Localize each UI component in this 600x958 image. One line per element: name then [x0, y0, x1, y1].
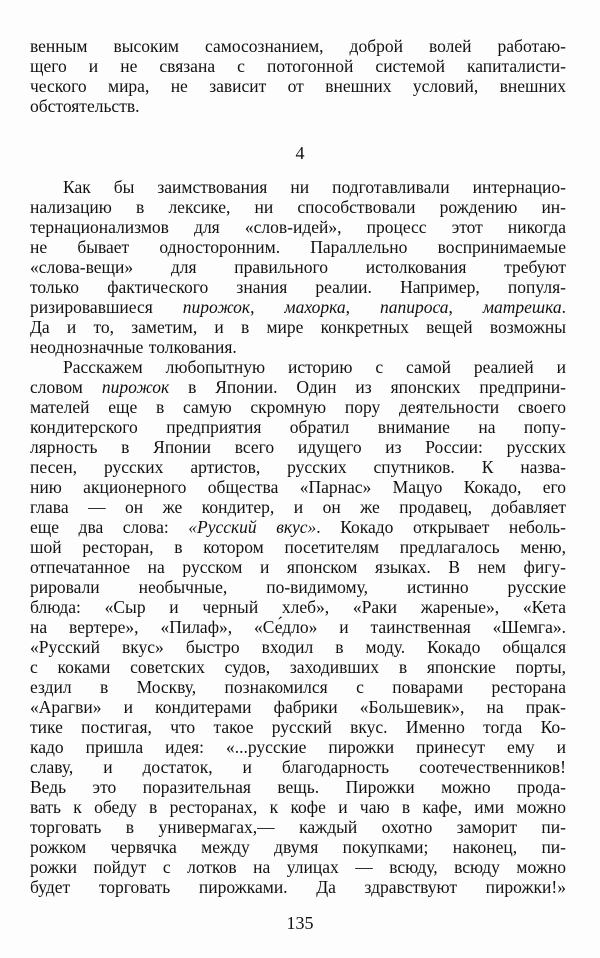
text-segment: еще два слова: [30, 517, 189, 537]
text-segment: песен, русских артистов, русских спутников. К назва- [30, 457, 566, 477]
italic-term: пирожок [101, 377, 170, 397]
text-segment: не бывает односторонним. Параллельно воспринимаемые [30, 237, 566, 257]
section-number: 4 [295, 143, 305, 163]
text-segment: будет торговать пирожками. Да здравствуют пирожки!» [30, 877, 566, 897]
text-line [30, 257, 566, 277]
text-segment: блюда: «Сыр и черный хлеб», «Раки жареные», «Кета [30, 597, 566, 617]
text-line [30, 437, 566, 457]
text-line [30, 697, 566, 717]
italic-term: пирожок [182, 297, 251, 317]
text-segment: кондитерского предприятия обратил внимание на попу- [30, 417, 566, 437]
text-line [30, 96, 566, 116]
text-segment: щего и не связана с потогонной системой капиталисти- [30, 56, 566, 76]
text-segment: , [448, 297, 483, 317]
text-segment: рировали необычные, по-видимому, истинно русские [30, 577, 566, 597]
text-line [30, 497, 566, 517]
text-line [30, 337, 566, 357]
text-segment: лярность в Японии всего идущего из России: русских [30, 437, 566, 457]
text-segment: «Русский вкус» быстро входил в моду. Кокадо общался [30, 637, 566, 657]
text-segment: только фактического знания реалии. Например, популя- [30, 277, 566, 297]
text-line [30, 397, 566, 417]
text-line [30, 357, 566, 377]
text-line [30, 297, 566, 317]
text-segment: славу, и достаток, и благодарность соотечественников! [30, 757, 566, 777]
text-line [30, 537, 566, 557]
text-line [30, 377, 566, 397]
text-line [30, 657, 566, 677]
text-segment: обстоятельств. [30, 96, 140, 116]
text-segment: , [250, 297, 285, 317]
text-segment: глава — он же кондитер, и он же продавец, добавляет [30, 497, 566, 517]
text-segment: шой ресторан, в котором посетителям предлагалось меню, [30, 537, 566, 557]
paragraph [30, 177, 566, 357]
text-line [30, 817, 566, 837]
text-segment: в Японии. Один из японских предприни- [169, 377, 566, 397]
page-number: 135 [286, 913, 314, 933]
text-line [30, 737, 566, 757]
text-line [30, 177, 566, 197]
text-segment: Да и то, заметим, и в мире конкретных вещей возможны [30, 317, 566, 337]
text-line [30, 557, 566, 577]
text-segment: ездил в Москву, познакомился с поварами ресторана [30, 677, 566, 697]
text-segment: нализацию в лексике, ни способствовали рождению ин- [30, 197, 566, 217]
text-segment: «Арагви» и кондитерами фабрики «Большевик», на прак- [30, 697, 566, 717]
text-segment: тике постигая, что такое русский вкус. Именно тогда Ко- [30, 717, 566, 737]
italic-term: «Русский вкус» [188, 517, 317, 537]
text-line [30, 417, 566, 437]
continued-paragraph [30, 36, 566, 116]
text-line [30, 717, 566, 737]
italic-term: махорка [284, 297, 346, 317]
text-segment: Как бы заимствования ни подготавливали интернацио- [63, 177, 566, 197]
paragraph [30, 36, 566, 116]
text-line [30, 877, 566, 897]
text-line [30, 797, 566, 817]
text-segment: кадо пришла идея: «...русские пирожки принесут ему и [30, 737, 566, 757]
text-line [30, 457, 566, 477]
text-segment: , [345, 297, 380, 317]
text-line [30, 217, 566, 237]
text-segment: неоднозначные толкования. [30, 337, 237, 357]
text-line [30, 56, 566, 76]
text-line [30, 597, 566, 617]
italic-term: папироса [379, 297, 449, 317]
text-line [30, 677, 566, 697]
text-segment: Ведь это поразительная вещь. Пирожки можно прода- [30, 777, 566, 797]
text-line [30, 577, 566, 597]
text-segment: ризировавшиеся [30, 297, 183, 317]
text-segment: торговать в универмагах,— каждый охотно заморит пи- [30, 817, 566, 837]
text-line [30, 857, 566, 877]
text-line [30, 617, 566, 637]
text-line [30, 237, 566, 257]
text-line [30, 477, 566, 497]
text-line [30, 757, 566, 777]
text-segment: Расскажем любопытную историю с самой реалией и [63, 357, 566, 377]
text-line [30, 317, 566, 337]
text-line [30, 197, 566, 217]
text-segment: отпечатанное на русском и японском языках. В нем фигу- [30, 557, 566, 577]
text-segment: . [561, 297, 567, 317]
text-line [30, 637, 566, 657]
text-segment: рожки пойдут с лотков на улицах — всюду, всюду можно [30, 857, 566, 877]
text-segment: мателей еще в самую скромную пору деятельности своего [30, 397, 566, 417]
text-segment: словом [30, 377, 102, 397]
text-segment: тернационализмов для «слов-идей», процесс этот никогда [30, 217, 566, 237]
paragraph [30, 357, 566, 897]
text-line [30, 277, 566, 297]
text-segment: . Кокадо открывает неболь- [316, 517, 566, 537]
text-segment: нию акционерного общества «Парнас» Мацуо Кокадо, его [30, 477, 566, 497]
section-body [30, 177, 566, 897]
text-line [30, 777, 566, 797]
text-segment: венным высоким самосознанием, доброй волей работаю- [30, 36, 566, 56]
italic-term: матрешка [482, 297, 562, 317]
text-segment: ческого мира, не зависит от внешних условий, внешних [30, 76, 566, 96]
text-line [30, 837, 566, 857]
text-segment: «слова-вещи» для правильного истолкования требуют [30, 257, 566, 277]
text-line [30, 76, 566, 96]
text-line [30, 36, 566, 56]
text-segment: рожком червячка между двумя покупками; наконец, пи- [30, 837, 566, 857]
text-segment: с коками советских судов, заходивших в японские порты, [30, 657, 566, 677]
text-line [30, 517, 566, 537]
text-segment: вать к обеду в ресторанах, к кофе и чаю в кафе, ими можно [30, 797, 566, 817]
text-segment: на вертере», «Пилаф», «Се́дло» и таинственная «Шемга». [30, 617, 566, 637]
